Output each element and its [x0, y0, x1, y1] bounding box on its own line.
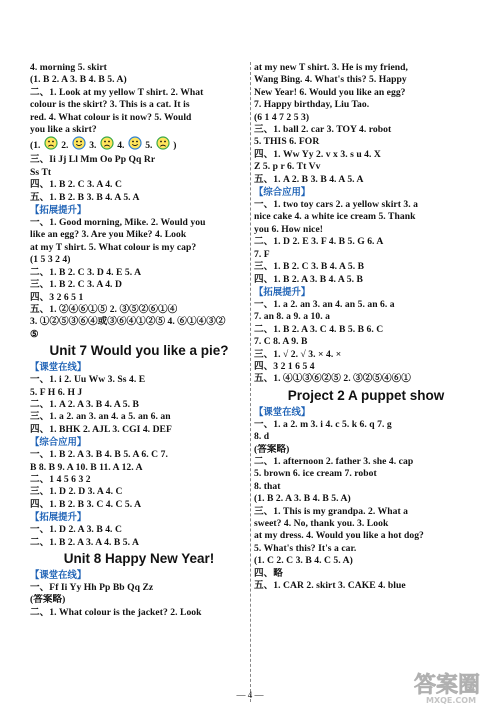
answer-line: 四、略 — [254, 567, 283, 579]
watermark-sub: MXQE.COM — [426, 696, 477, 705]
answer-line: 三、Ii Jj Ll Mm Oo Pp Qq Rr — [30, 154, 156, 166]
section-tag-applied: 【综合应用】 — [30, 437, 87, 449]
answer-line: 四、3 2 6 5 1 — [30, 291, 84, 303]
answer-line: (1 5 3 2 4) — [30, 254, 71, 266]
section-tag-classroom: 【课堂在线】 — [30, 362, 87, 374]
answer-line: 7. an 8. a 9. a 10. a — [254, 311, 330, 323]
block-d — [30, 374, 248, 436]
answer-line: 7. Happy birthday, Liu Tao. — [254, 99, 370, 111]
unit8-heading: Unit 8 Happy New Year! — [63, 551, 215, 566]
section-tag-expand: 【拓展提升】 — [30, 512, 87, 524]
answer-line: red. 4. What colour is it now? 5. Would — [30, 111, 192, 123]
answer-line: 二、1. B 2. C 3. D 4. E 5. A — [30, 266, 142, 278]
answer-line: 五、1. CAR 2. skirt 3. CAKE 4. blue — [254, 580, 406, 592]
section-tag-applied: 【综合应用】 — [254, 187, 311, 199]
watermark-logo — [412, 668, 492, 706]
project2-heading: Project 2 A puppet show — [287, 387, 445, 403]
answer-line: 一、1. a 2. m 3. i 4. c 5. k 6. q 7. g — [254, 418, 392, 430]
block-a — [30, 62, 248, 136]
answer-line: (答案略) — [30, 594, 66, 606]
block-c — [254, 299, 478, 386]
answer-line: colour is the skirt? 3. This is a cat. It is — [30, 99, 190, 111]
answer-line: at my new T shirt. 3. He is my friend, — [254, 62, 408, 73]
answer-line: 三、1. ball 2. car 3. TOY 4. robot — [254, 124, 392, 136]
answer-line: 二、1. B 2. A 3. C 4. B 5. B 6. C — [254, 323, 384, 335]
answer-line: 二、1. D 2. E 3. F 4. B 5. G 6. A — [254, 236, 384, 248]
column-divider — [250, 62, 251, 702]
answer-line: Wang Bing. 4. What's this? 5. Happy — [254, 74, 407, 86]
answer-line: 二、1. A 2. A 3. B 4. A 5. B — [30, 398, 139, 410]
answer-line: B 8. B 9. A 10. B 11. A 12. A — [30, 461, 143, 473]
answer-line: 二、1. Look at my yellow T shirt. 2. What — [30, 86, 204, 98]
answer-line: 5. THIS 6. FOR — [254, 136, 320, 148]
block-a — [254, 62, 478, 186]
answer-line: 一、1. two toy cars 2. a yellow skirt 3. a — [254, 199, 419, 211]
happy-face-icon — [128, 136, 142, 154]
block-b — [30, 154, 248, 204]
answer-line: (1. B 2. A 3. B 4. B 5. A) — [30, 74, 127, 86]
answer-line: 五、1. A 2. B 3. B 4. A 5. A — [254, 173, 364, 185]
block-c — [30, 217, 248, 341]
answer-line: 8. that — [254, 480, 281, 492]
answer-line: at my dress. 4. Would you like a hot dog? — [254, 530, 424, 542]
block-b — [254, 199, 478, 286]
section-tag-classroom: 【课堂在线】 — [254, 406, 311, 418]
sad-face-icon — [44, 136, 58, 154]
answer-line: Ss Tt — [30, 166, 52, 178]
answer-line: 8. d — [254, 431, 270, 443]
answer-line: 3. ①②⑤③⑥④或③⑥④①②⑤ 4. ⑥①④③② — [30, 316, 226, 328]
section-tag-expand: 【拓展提升】 — [254, 286, 311, 298]
answer-line: 四、1. B 2. A 3. B 4. A 5. B — [254, 273, 363, 285]
answer-line: (1. C 2. C 3. B 4. C 5. A) — [254, 555, 353, 567]
answer-line: like an egg? 3. Are you Mike? 4. Look — [30, 229, 187, 241]
answer-line: 一、1. B 2. A 3. B 4. B 5. A 6. C 7. — [30, 449, 168, 461]
right-column — [254, 62, 478, 592]
unit7-heading: Unit 7 Would you like a pie? — [49, 343, 229, 359]
answer-line: 三、1. D 2. D 3. A 4. C — [30, 486, 123, 498]
answer-line: 5. What's this? It's a car. — [254, 542, 357, 554]
answer-line: 7. C 8. A 9. B — [254, 336, 308, 348]
answer-line: 二、1. afternoon 2. father 3. she 4. cap — [254, 455, 414, 467]
answer-line: 四、3 2 1 6 5 4 — [254, 360, 315, 372]
answer-line: 一、1. a 2. an 3. an 4. an 5. an 6. a — [254, 298, 395, 310]
block-f — [30, 524, 248, 549]
answer-line: nice cake 4. a white ice cream 5. Thank — [254, 211, 416, 223]
answer-line: New Year! 6. Would you like an egg? — [254, 86, 406, 98]
block-e — [30, 449, 248, 511]
answer-line: 三、1. √ 2. √ 3. × 4. × — [254, 348, 342, 360]
answer-line: (6 1 4 7 2 5 3) — [254, 111, 310, 123]
answer-line: sweet? 4. No, thank you. 3. Look — [254, 518, 389, 529]
page-number: — 4 — — [236, 690, 264, 700]
answer-line: Z 5. p r 6. Tt Vv — [254, 161, 321, 173]
answer-line: 5. brown 6. ice cream 7. robot — [254, 468, 377, 480]
answer-line: 一、1. i 2. Uu Ww 3. Ss 4. E — [30, 374, 146, 386]
answer-line: you like a skirt? — [30, 124, 97, 136]
answer-line: 二、1. B 2. A 3. A 4. B 5. A — [30, 536, 139, 548]
answer-line: 二、1 4 5 6 3 2 — [30, 473, 91, 485]
answer-line: 4. morning 5. skirt — [30, 62, 107, 73]
watermark-text: 答案圈 — [414, 673, 481, 698]
sad-face-icon — [100, 136, 114, 154]
answer-line: 二、1. What colour is the jacket? 2. Look — [30, 606, 202, 618]
answer-line: 五、1. ④①③⑥②⑤ 2. ③②⑤④⑥① — [254, 373, 411, 385]
answer-line: 三、1. B 2. C 3. B 4. A 5. B — [254, 261, 365, 273]
happy-face-icon — [72, 136, 86, 154]
answer-line: 7. F — [254, 248, 270, 260]
answer-line: 三、1. B 2. C 3. A 4. D — [30, 279, 122, 291]
answer-line: 一、1. D 2. A 3. B 4. C — [30, 524, 122, 536]
section-tag-expand: 【拓展提升】 — [30, 205, 87, 217]
answer-line: 一、1. Good morning, Mike. 2. Would you — [30, 217, 206, 229]
answer-line: at my T shirt. 5. What colour is my cap? — [30, 241, 197, 253]
answer-line: 四、1. Ww Yy 2. v x 3. s u 4. X — [254, 148, 381, 160]
answer-line: 四、1. B 2. C 3. A 4. C — [30, 179, 122, 191]
block-g — [30, 582, 248, 619]
sad-face-icon — [156, 136, 170, 154]
answer-line: 一、Ff Ii Yy Hh Pp Bb Qq Zz — [30, 582, 154, 593]
answer-line: 三、1. a 2. an 3. an 4. a 5. an 6. an — [30, 411, 171, 423]
section-tag-classroom: 【课堂在线】 — [30, 570, 87, 581]
answer-line: (答案略) — [254, 443, 290, 455]
answer-line: 五、1. B 2. B 3. B 4. A 5. A — [30, 191, 140, 203]
block-d — [254, 419, 478, 593]
left-column — [30, 62, 248, 619]
answer-line: 四、1. BHK 2. AJL 3. CGI 4. DEF — [30, 423, 172, 435]
answer-line: (1. B 2. A 3. B 4. B 5. A) — [254, 493, 351, 505]
answer-line: 五、1. ②④⑥①⑤ 2. ③⑤②⑥①④ — [30, 303, 178, 315]
smiley-answer-row: (1. 2. 3. 4. 5. ) — [30, 136, 248, 154]
answer-line: 三、1. This is my grandpa. 2. What a — [254, 505, 408, 517]
answer-line: you 6. How nice! — [254, 223, 324, 235]
answer-line: ⑤ — [30, 328, 39, 340]
answer-line: 四、1. B 2. B 3. C 4. C 5. A — [30, 498, 142, 510]
answer-line: 5. F H 6. H J — [30, 386, 83, 398]
